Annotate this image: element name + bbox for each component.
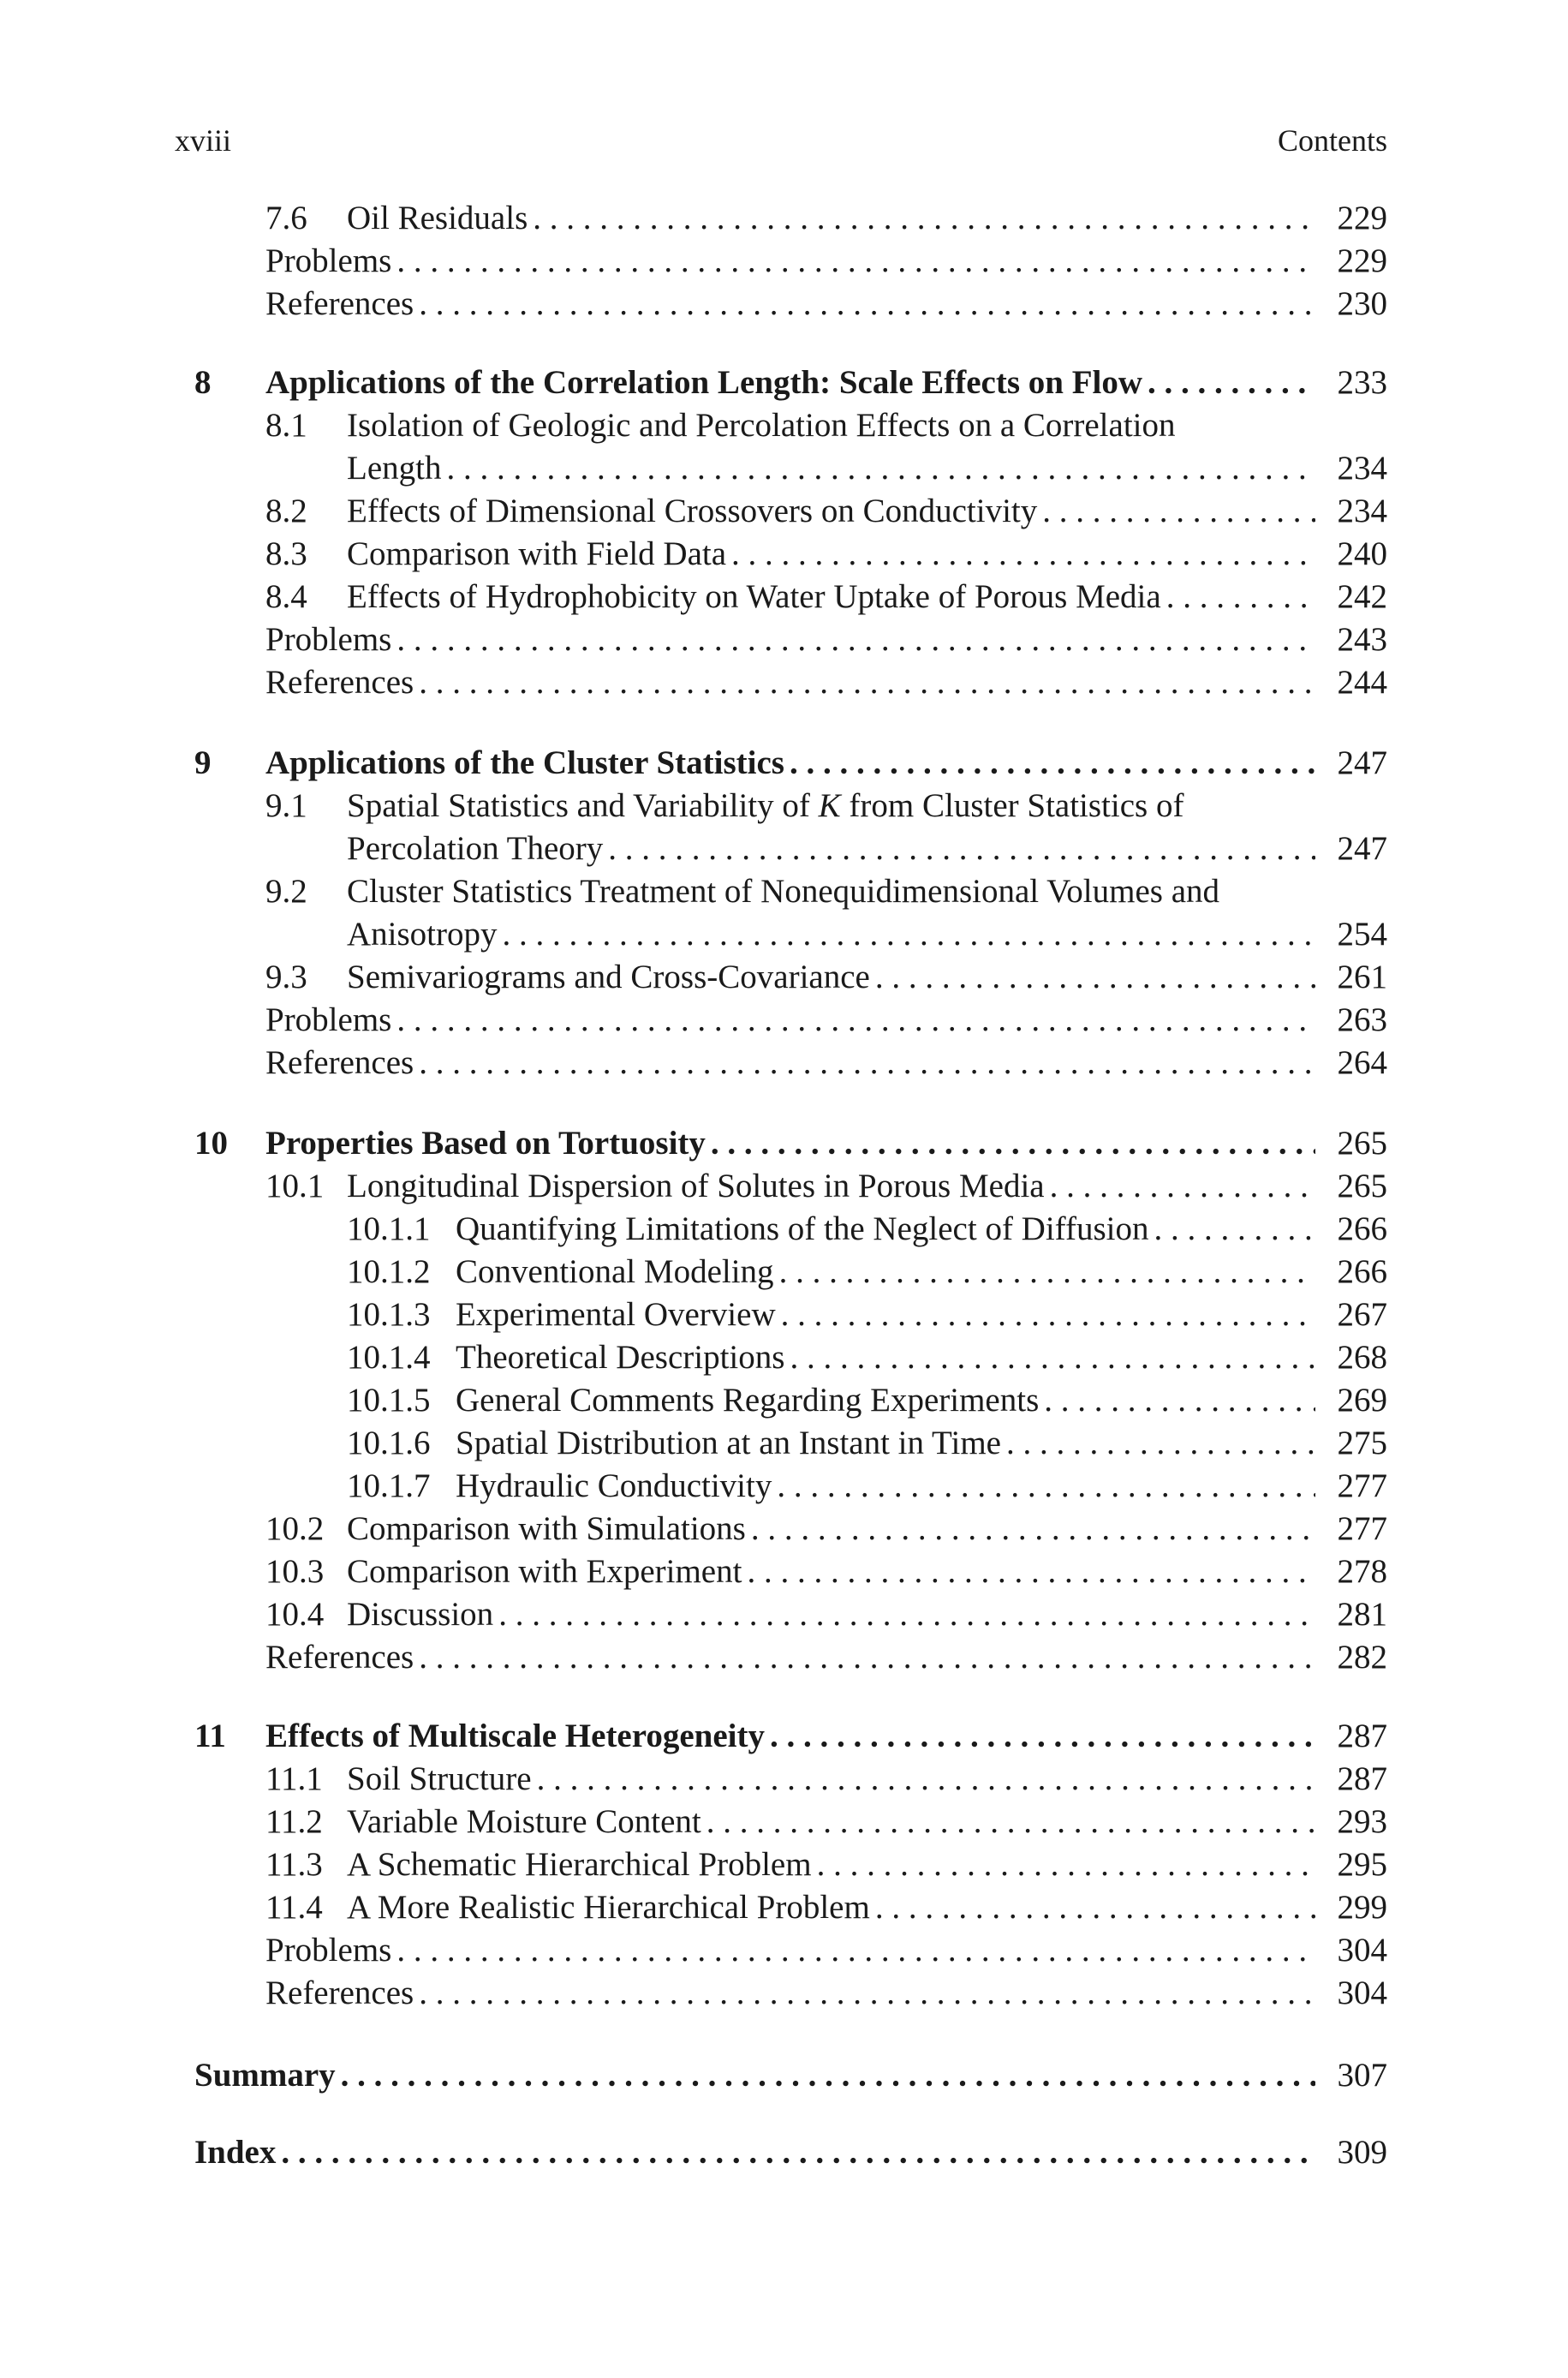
toc-entry-page: 287 bbox=[1337, 1718, 1387, 1754]
toc-entry-page: 304 bbox=[1337, 1932, 1387, 1969]
toc-entry-number: 8.4 bbox=[265, 578, 307, 615]
toc-entry-page: 299 bbox=[1337, 1889, 1387, 1926]
toc-chapter-entry[interactable] bbox=[0, 361, 1568, 404]
toc-entry-page: 229 bbox=[1337, 242, 1387, 279]
dot-leader bbox=[419, 1042, 1315, 1084]
toc-entry-title: Problems bbox=[265, 1932, 392, 1969]
toc-entry-title: Summary bbox=[194, 2057, 336, 2094]
toc-section-entry[interactable] bbox=[0, 828, 1568, 870]
toc-entry-page: 264 bbox=[1337, 1044, 1387, 1081]
toc-entry-title: References bbox=[265, 1639, 414, 1676]
toc-entry-page: 265 bbox=[1337, 1125, 1387, 1162]
toc-section-entry[interactable] bbox=[0, 1801, 1568, 1843]
dot-leader bbox=[1050, 1165, 1315, 1208]
dot-leader bbox=[446, 447, 1315, 490]
dot-leader bbox=[875, 1886, 1315, 1929]
dot-leader bbox=[777, 1465, 1315, 1508]
toc-entry-number: 8.1 bbox=[265, 407, 307, 444]
toc-entry-title: Spatial Distribution at an Instant in Time bbox=[456, 1425, 1001, 1461]
toc-section-entry[interactable] bbox=[0, 1550, 1568, 1593]
dot-leader bbox=[396, 240, 1315, 283]
toc-entry-page: 275 bbox=[1337, 1425, 1387, 1461]
toc-entry-number: 9.3 bbox=[265, 959, 307, 995]
toc-entry-title: Isolation of Geologic and Percolation Effects on a Correlation bbox=[347, 407, 1176, 444]
toc-section-entry[interactable] bbox=[0, 197, 1568, 240]
toc-entry-title: Oil Residuals bbox=[347, 200, 528, 236]
toc-section-entry[interactable] bbox=[0, 661, 1568, 704]
toc-entry-number: 10.1.7 bbox=[347, 1467, 431, 1504]
dot-leader bbox=[1154, 1208, 1315, 1251]
dot-leader bbox=[608, 828, 1315, 870]
toc-chapter-entry[interactable] bbox=[0, 1122, 1568, 1165]
toc-subsubsection-entry[interactable] bbox=[0, 1422, 1568, 1465]
toc-entry-page: 234 bbox=[1337, 450, 1387, 487]
toc-section-entry[interactable] bbox=[0, 1972, 1568, 2015]
toc-entry-page: 267 bbox=[1337, 1296, 1387, 1333]
toc-entry-number: 10.3 bbox=[265, 1553, 325, 1590]
toc-section-entry[interactable] bbox=[0, 576, 1568, 618]
dot-leader bbox=[1042, 490, 1315, 533]
toc-subsubsection-entry[interactable] bbox=[0, 1336, 1568, 1379]
toc-entry-title: Comparison with Experiment bbox=[347, 1553, 742, 1590]
dot-leader bbox=[419, 1636, 1315, 1679]
toc-entry-title: Variable Moisture Content bbox=[347, 1803, 701, 1840]
toc-entry-number: 9 bbox=[194, 744, 212, 781]
toc-entry-title: Index bbox=[194, 2134, 277, 2171]
toc-entry-title: Theoretical Descriptions bbox=[456, 1339, 785, 1376]
toc-subsubsection-entry[interactable] bbox=[0, 1294, 1568, 1336]
toc-section-entry[interactable] bbox=[0, 1593, 1568, 1636]
toc-entry-number: 10.1 bbox=[265, 1168, 325, 1204]
toc-entry-title: Comparison with Field Data bbox=[347, 535, 727, 572]
dot-leader bbox=[817, 1843, 1315, 1886]
toc-section-entry[interactable] bbox=[0, 913, 1568, 956]
toc-entry-page: 242 bbox=[1337, 578, 1387, 615]
toc-entry-page: 293 bbox=[1337, 1803, 1387, 1840]
dot-leader bbox=[419, 661, 1315, 704]
dot-leader bbox=[875, 956, 1315, 999]
toc-entry-page: 261 bbox=[1337, 959, 1387, 995]
dot-leader bbox=[498, 1593, 1315, 1636]
toc-entry-page: 281 bbox=[1337, 1596, 1387, 1633]
toc-entry-page: 230 bbox=[1337, 285, 1387, 322]
toc-chapter-entry[interactable] bbox=[0, 2054, 1568, 2097]
toc-entry-title: Soil Structure bbox=[347, 1760, 532, 1797]
toc-section-entry[interactable] bbox=[0, 1508, 1568, 1550]
toc-entry-title: References bbox=[265, 1044, 414, 1081]
toc-entry-title: General Comments Regarding Experiments bbox=[456, 1382, 1040, 1419]
toc-entry-page: 282 bbox=[1337, 1639, 1387, 1676]
toc-entry-title: References bbox=[265, 1975, 414, 2011]
dot-leader bbox=[533, 197, 1315, 240]
toc-entry-page: 243 bbox=[1337, 621, 1387, 658]
dot-leader bbox=[747, 1550, 1315, 1593]
dot-leader bbox=[706, 1801, 1315, 1843]
toc-entry-title: Conventional Modeling bbox=[456, 1253, 774, 1290]
toc-entry-title: References bbox=[265, 664, 414, 701]
toc-entry-title: Percolation Theory bbox=[347, 830, 604, 867]
dot-leader bbox=[396, 618, 1315, 661]
toc-section-entry[interactable] bbox=[0, 1042, 1568, 1084]
dot-leader bbox=[503, 913, 1316, 956]
toc-entry-title: Experimental Overview bbox=[456, 1296, 776, 1333]
toc-entry-number: 11.4 bbox=[265, 1889, 323, 1926]
toc-section-entry[interactable] bbox=[0, 999, 1568, 1042]
dot-leader bbox=[790, 742, 1315, 785]
toc-entry-page: 278 bbox=[1337, 1553, 1387, 1590]
toc-entry-title: References bbox=[265, 285, 414, 322]
toc-section-entry[interactable] bbox=[0, 1886, 1568, 1929]
toc-entry-title: Longitudinal Dispersion of Solutes in Porous Media bbox=[347, 1168, 1045, 1204]
toc-entry-page: 247 bbox=[1337, 744, 1387, 781]
toc-section-entry[interactable] bbox=[0, 618, 1568, 661]
dot-leader bbox=[1148, 361, 1315, 404]
toc-entry-page: 229 bbox=[1337, 200, 1387, 236]
toc-entry-number: 11 bbox=[194, 1718, 226, 1754]
running-title: Contents bbox=[1277, 123, 1387, 158]
toc-entry-page: 266 bbox=[1337, 1253, 1387, 1290]
dot-leader bbox=[770, 1715, 1315, 1758]
dot-leader bbox=[281, 2131, 1315, 2174]
dot-leader bbox=[396, 999, 1315, 1042]
toc-entry-page: 268 bbox=[1337, 1339, 1387, 1376]
toc-entry-page: 266 bbox=[1337, 1210, 1387, 1247]
toc-entry-number: 10.4 bbox=[265, 1596, 325, 1633]
dot-leader bbox=[779, 1251, 1315, 1294]
toc-chapter-entry[interactable] bbox=[0, 2131, 1568, 2174]
toc-section-entry[interactable] bbox=[0, 1165, 1568, 1208]
toc-entry-page: 304 bbox=[1337, 1975, 1387, 2011]
toc-entry-title: Hydraulic Conductivity bbox=[456, 1467, 772, 1504]
toc-chapter-entry[interactable] bbox=[0, 742, 1568, 785]
dot-leader bbox=[537, 1758, 1315, 1801]
toc-entry-page: 295 bbox=[1337, 1846, 1387, 1883]
toc-subsubsection-entry[interactable] bbox=[0, 1465, 1568, 1508]
page-number: xviii bbox=[175, 123, 232, 158]
toc-entry-number: 8.3 bbox=[265, 535, 307, 572]
toc-entry-title: Effects of Multiscale Heterogeneity bbox=[265, 1718, 765, 1754]
toc-entry-page: 234 bbox=[1337, 493, 1387, 529]
toc-entry-number: 8.2 bbox=[265, 493, 307, 529]
dot-leader bbox=[1166, 576, 1315, 618]
toc-entry-page: 254 bbox=[1337, 916, 1387, 953]
toc-entry-title: Semivariograms and Cross-Covariance bbox=[347, 959, 870, 995]
toc-entry-number: 9.1 bbox=[265, 787, 307, 824]
toc-section-entry[interactable] bbox=[0, 1636, 1568, 1679]
toc-entry-page: 263 bbox=[1337, 1001, 1387, 1038]
dot-leader bbox=[419, 283, 1315, 326]
toc-entry-number: 11.3 bbox=[265, 1846, 323, 1883]
toc-section-entry[interactable] bbox=[0, 956, 1568, 999]
toc-section-entry[interactable] bbox=[0, 447, 1568, 490]
toc-entry-title: A More Realistic Hierarchical Problem bbox=[347, 1889, 870, 1926]
toc-section-entry[interactable] bbox=[0, 870, 1568, 913]
toc-entry-number: 11.2 bbox=[265, 1803, 323, 1840]
dot-leader bbox=[731, 533, 1315, 576]
toc-subsubsection-entry[interactable] bbox=[0, 1208, 1568, 1251]
running-head bbox=[175, 122, 1387, 159]
toc-entry-title: Applications of the Correlation Length: Scale Effects on Flow bbox=[265, 364, 1143, 401]
toc-section-entry[interactable] bbox=[0, 1929, 1568, 1972]
dot-leader bbox=[341, 2054, 1315, 2097]
toc-entry-title: Applications of the Cluster Statistics bbox=[265, 744, 784, 781]
toc-entry-number: 10.1.4 bbox=[347, 1339, 431, 1376]
toc-section-entry[interactable] bbox=[0, 283, 1568, 326]
toc-entry-title: Length bbox=[347, 450, 442, 487]
toc-entry-title: Problems bbox=[265, 242, 392, 279]
toc-entry-title: Properties Based on Tortuosity bbox=[265, 1125, 706, 1162]
toc-entry-title: Anisotropy bbox=[347, 916, 498, 953]
toc-entry-number: 10.1.6 bbox=[347, 1425, 431, 1461]
toc-chapter-entry[interactable] bbox=[0, 1715, 1568, 1758]
toc-entry-page: 287 bbox=[1337, 1760, 1387, 1797]
toc-entry-title: Comparison with Simulations bbox=[347, 1510, 746, 1547]
dot-leader bbox=[781, 1294, 1315, 1336]
toc-entry-page: 247 bbox=[1337, 830, 1387, 867]
toc-section-entry[interactable] bbox=[0, 1758, 1568, 1801]
toc-subsubsection-entry[interactable] bbox=[0, 1379, 1568, 1422]
toc-entry-page: 233 bbox=[1337, 364, 1387, 401]
toc-entry-number: 10.1.5 bbox=[347, 1382, 431, 1419]
toc-entry-title: Spatial Statistics and Variability of K from Cluster Statistics of bbox=[347, 787, 1184, 824]
toc-entry-page: 244 bbox=[1337, 664, 1387, 701]
dot-leader bbox=[751, 1508, 1315, 1550]
toc-entry-title: Problems bbox=[265, 621, 392, 658]
toc-section-entry[interactable] bbox=[0, 1843, 1568, 1886]
toc-entry-page: 265 bbox=[1337, 1168, 1387, 1204]
toc-entry-number: 11.1 bbox=[265, 1760, 323, 1797]
toc-entry-title: Effects of Dimensional Crossovers on Conductivity bbox=[347, 493, 1038, 529]
toc-entry-number: 10.1.1 bbox=[347, 1210, 431, 1247]
toc-entry-page: 307 bbox=[1337, 2057, 1387, 2094]
dot-leader bbox=[1044, 1379, 1315, 1422]
toc-entry-page: 240 bbox=[1337, 535, 1387, 572]
toc-entry-title: Cluster Statistics Treatment of Nonequidimensional Volumes and bbox=[347, 873, 1220, 910]
toc-entry-title: Problems bbox=[265, 1001, 392, 1038]
toc-section-entry[interactable] bbox=[0, 785, 1568, 828]
toc-entry-number: 10.1.2 bbox=[347, 1253, 431, 1290]
toc-entry-page: 277 bbox=[1337, 1510, 1387, 1547]
toc-entry-number: 8 bbox=[194, 364, 212, 401]
toc-entry-number: 9.2 bbox=[265, 873, 307, 910]
toc-entry-number: 10.1.3 bbox=[347, 1296, 431, 1333]
toc-entry-title: Discussion bbox=[347, 1596, 494, 1633]
dot-leader bbox=[396, 1929, 1315, 1972]
toc-entry-title: A Schematic Hierarchical Problem bbox=[347, 1846, 812, 1883]
toc-section-entry[interactable] bbox=[0, 490, 1568, 533]
toc-entry-number: 7.6 bbox=[265, 200, 307, 236]
toc-entry-page: 269 bbox=[1337, 1382, 1387, 1419]
toc-subsubsection-entry[interactable] bbox=[0, 1251, 1568, 1294]
dot-leader bbox=[790, 1336, 1315, 1379]
toc-section-entry[interactable] bbox=[0, 533, 1568, 576]
dot-leader bbox=[711, 1122, 1315, 1165]
toc-entry-number: 10.2 bbox=[265, 1510, 325, 1547]
toc-entry-page: 309 bbox=[1337, 2134, 1387, 2171]
toc-entry-title: Quantifying Limitations of the Neglect of Diffusion bbox=[456, 1210, 1149, 1247]
toc-entry-title: Effects of Hydrophobicity on Water Uptake of Porous Media bbox=[347, 578, 1161, 615]
toc-section-entry[interactable] bbox=[0, 240, 1568, 283]
toc-entry-number: 10 bbox=[194, 1125, 228, 1162]
toc-section-entry[interactable] bbox=[0, 404, 1568, 447]
dot-leader bbox=[1006, 1422, 1315, 1465]
dot-leader bbox=[419, 1972, 1315, 2015]
toc-entry-page: 277 bbox=[1337, 1467, 1387, 1504]
